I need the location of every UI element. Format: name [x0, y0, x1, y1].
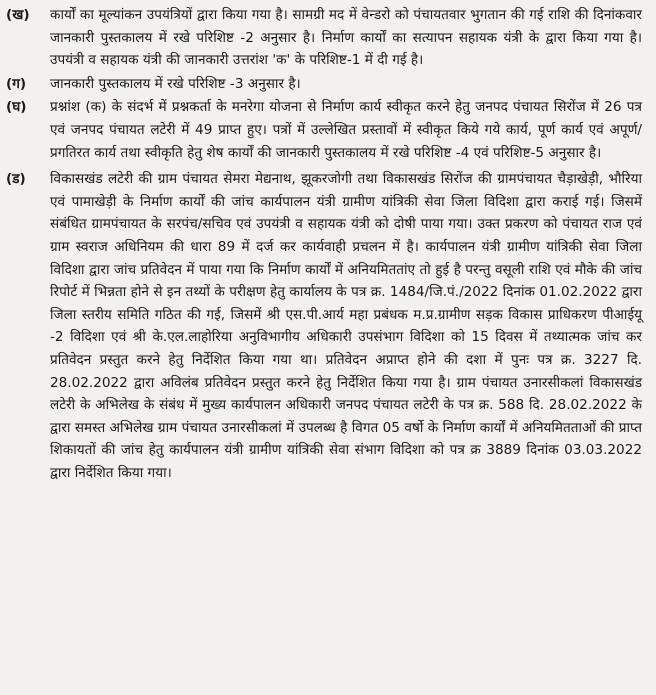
answer-item-da — [6, 168, 642, 484]
item-marker: (ड) — [6, 171, 26, 188]
answer-item-kha — [6, 4, 642, 72]
item-marker: (ग) — [6, 75, 27, 92]
item-text: कार्यों का मूल्यांकन उपयंत्रियों द्वारा किया गया है। सामग्री मद में वेन्डरो को पंचायतवार भुगतान की गई राशि की दिनांकवार जानकारी पुस्तकालय में रखे परिशिष्ट -2 अनुसार है। निर्माण कार्यों का सत्यापन सहायक यंत्री के द्वारा किया गया है। उपयंत्री व सहायक यंत्री की जानकारी उत्तरांश 'क' के परिशिष्ट-1 में दी गई है। — [50, 7, 642, 69]
item-marker: (घ) — [6, 99, 27, 116]
answer-item-gha — [6, 96, 642, 164]
item-marker: (ख) — [6, 7, 30, 23]
answer-item-ga — [6, 73, 642, 96]
item-text: जानकारी पुस्तकालय में रखे परिशिष्ट -3 अनुसार है। — [50, 75, 301, 92]
item-text: विकासखंड लटेरी की ग्राम पंचायत सेमरा मेद्यनाथ, झूकरजोगी तथा विकासखंड सिरोंज की ग्रामपंचायत चैड़ाखेड़ी, भौरिया एवं पामाखेड़ी के निर्माण कार्यों की जांच कार्यपालन यंत्री ग्रामीण यांत्रिकी सेवा जिला विदिशा द्वारा कराई गई। जिसमें संबंधित ग्रामपंचायत के सरपंच/सचिव एवं उपयंत्री व सहायक यंत्री को दोषी पाया गया। उक्त प्रकरण को पंचायत राज एवं ग्राम स्वराज अधिनियम की धारा 89 में दर्ज कर कार्यवाही प्रचलन में है। कार्यपालन यंत्री ग्रामीण यांत्रिकी सेवा जिला विदिशा द्वारा जांच प्रतिवेदन में पाया गया कि निर्माण कार्यों में अनियमिततांए तो हुई है परन्तु वसूली राशि एवं मौके की जांच रिपोर्ट में भिन्नता होने से इन तथ्यों के परीक्षण हेतु कार्यालय के पत्र क्र. 1484/जि.पं./2022 दिनांक 01.02.2022 द्वारा जिला स्तरीय समिति गठित की गई, जिसमें श्री एस.पी.आर्य महा प्रबंधक म.प्र.ग्रामीण सड़क विकास प्राधिकरण पीआईयू -2 विदिशा एवं श्री के.एल.लाहोरिया अनुविभागीय अधिकारी उपसंभाग विदिशा को 15 दिवस में तथ्यात्मक जांच कर प्रतिवेदन प्रस्तुत करने हेतु निर्देशित किया गया था। प्रतिवेदन अप्राप्त होने की दशा में पुनः पत्र क्र. 3227 दि. 28.02.2022 द्वारा अविलंब प्रतिवेदन प्रस्तुत करने हेतु निर्देशित किया गया है। ग्राम पंचायत उनारसीकलां विकासखंड लटेरी के अभिलेख के संबंध में मुख्य कार्यपालन अधिकारी जनपद पंचायत लटेरी के पत्र क्र. 588 दि. 28.02.2022 के द्वारा समस्त अभिलेख ग्राम पंचायत उनारसीकलां में उपलब्ध है विगत 05 वर्षो के निर्माण कार्यों में अनियमितताओं की प्राप्त शिकायतों की जांच हेतु कार्यपालन यंत्री ग्रामीण यांत्रिकी सेवा संभाग विदिशा को पत्र क्र 3889 दिनांक 03.03.2022 द्वारा निर्देशित किया गया। — [50, 171, 642, 481]
item-text: प्रश्नांश (क) के संदर्भ में प्रश्नकर्ता के मनरेगा योजना से निर्माण कार्य स्वीकृत करने हेतु जनपद पंचायत सिरोंज में 26 पत्र एवं जनपद पंचायत लटेरी में 49 प्राप्त हुए। पत्रों में उल्लेखित प्रस्तावों में स्वीकृत किये गये कार्य, पूर्ण कार्य एवं अपूर्ण/प्रगतिरत कार्य तथा स्वीकृति हेतु शेष कार्यों की जानकारी पुस्तकालय में रखे परिशिष्ट -4 एवं परिशिष्ट-5 अनुसार है। — [50, 99, 642, 161]
